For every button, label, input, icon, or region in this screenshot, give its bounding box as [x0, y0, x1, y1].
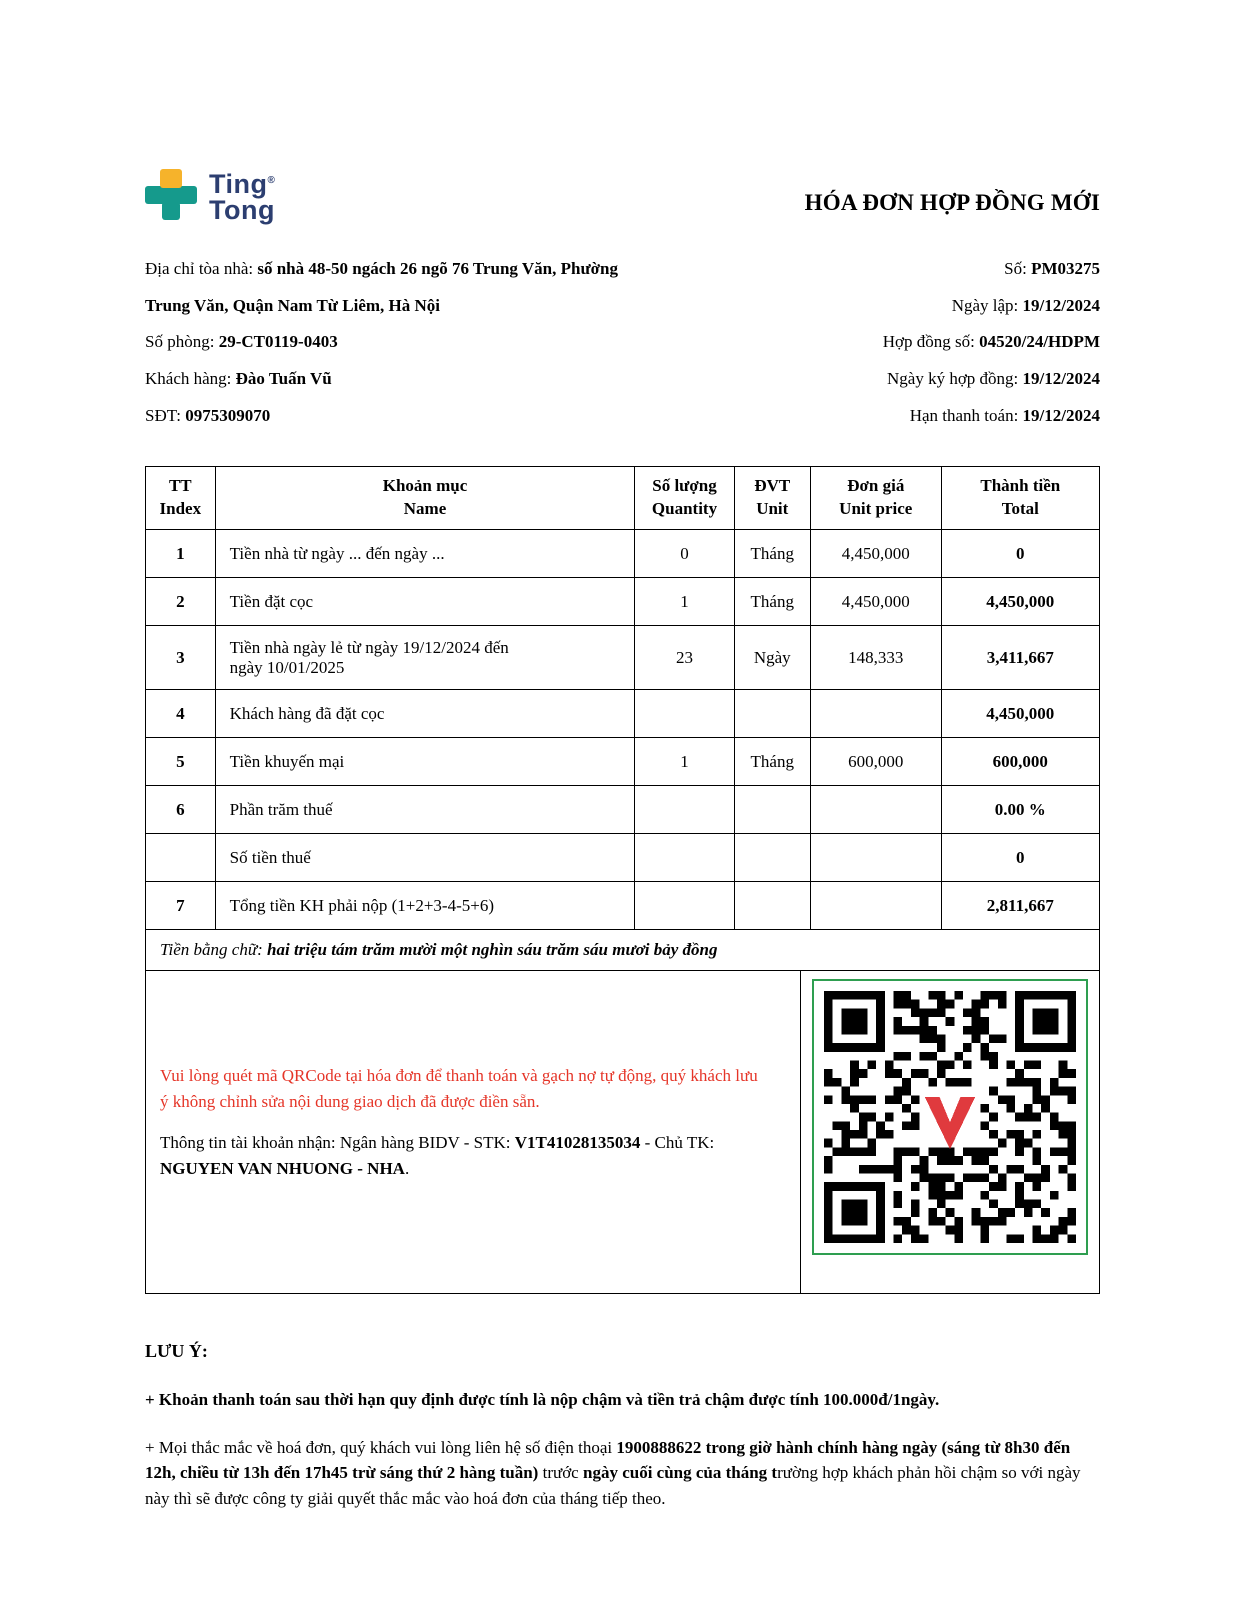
cell-name: Khách hàng đã đặt cọc: [215, 690, 635, 738]
line-items-table: [145, 466, 1100, 971]
page-title: HÓA ĐƠN HỢP ĐỒNG MỚI: [804, 190, 1100, 215]
cell-unit-price: 600,000: [810, 738, 941, 786]
cell-name: Tiền đặt cọc: [215, 578, 635, 626]
table-row: [146, 738, 1100, 786]
cell-total: 3,411,667: [941, 626, 1099, 690]
cell-name: Tiền khuyến mại: [215, 738, 635, 786]
cell-total: 4,450,000: [941, 690, 1099, 738]
issue-date: Ngày lập: 19/12/2024: [951, 295, 1100, 315]
amount-in-words-row: [146, 930, 1100, 971]
cell-index: [146, 834, 216, 882]
cell-quantity: [635, 690, 734, 738]
cell-unit: Tháng: [734, 530, 810, 578]
cell-index: 4: [146, 690, 216, 738]
col-header-name: Khoản mục Name: [215, 467, 635, 530]
invoice-info: [145, 257, 1100, 440]
cell-unit: [734, 786, 810, 834]
customer-name: Khách hàng: Đào Tuấn Vũ: [145, 368, 332, 388]
cell-total: 0: [941, 530, 1099, 578]
logo-line1: Ting: [209, 168, 268, 199]
qr-code: [824, 991, 1076, 1243]
cell-quantity: 0: [635, 530, 734, 578]
cell-index: 6: [146, 786, 216, 834]
notes-title: LƯU Ý:: [145, 1341, 208, 1362]
amount-in-words: Tiền bằng chữ: hai triệu tám trăm mười một nghìn sáu trăm sáu mươi bảy đồng: [146, 930, 1100, 971]
invoice-number: Số: PM03275: [1004, 259, 1100, 278]
payment-instructions: [146, 971, 800, 1293]
col-header-unit-price: Đơn giá Unit price: [810, 467, 941, 530]
cell-name: Tiền nhà từ ngày ... đến ngày ...: [215, 530, 635, 578]
building-address-line1: Địa chỉ tòa nhà: số nhà 48-50 ngách 26 ngõ 76 Trung Văn, Phường: [145, 259, 619, 278]
cell-total: 4,450,000: [941, 578, 1099, 626]
cell-unit: Tháng: [734, 578, 810, 626]
col-header-total: Thành tiền Total: [941, 467, 1099, 530]
table-row: [146, 578, 1100, 626]
contract-sign-date: Ngày ký hợp đồng: 19/12/2024: [887, 368, 1100, 388]
col-header-quantity: Số lượng Quantity: [635, 467, 734, 530]
header: [145, 168, 1100, 227]
cell-unit: [734, 882, 810, 930]
cell-name: Phần trăm thuế: [215, 786, 635, 834]
table-row: [146, 626, 1100, 690]
cell-quantity: [635, 834, 734, 882]
col-header-unit: ĐVT Unit: [734, 467, 810, 530]
contract-number: Hợp đồng số: 04520/24/HDPM: [882, 332, 1100, 352]
cell-unit: Tháng: [734, 738, 810, 786]
cell-quantity: 1: [635, 738, 734, 786]
table-row: [146, 690, 1100, 738]
cell-quantity: 23: [635, 626, 734, 690]
building-address-line2: Trung Văn, Quận Nam Từ Liêm, Hà Nội: [145, 295, 441, 315]
logo-registered-mark: ®: [267, 174, 276, 186]
cell-quantity: 1: [635, 578, 734, 626]
room-number: Số phòng: 29-CT0119-0403: [145, 332, 338, 352]
customer-info: [145, 257, 618, 440]
cell-name: Tổng tiền KH phải nộp (1+2+3-4-5+6): [215, 882, 635, 930]
table-row: [146, 834, 1100, 882]
cell-unit: [734, 834, 810, 882]
cell-unit-price: [810, 786, 941, 834]
cell-name: Số tiền thuế: [215, 834, 635, 882]
tingtong-plus-icon: [145, 168, 199, 227]
cell-index: 7: [146, 882, 216, 930]
qr-warning-text: Vui lòng quét mã QRCode tại hóa đơn để thanh toán và gạch nợ tự động, quý khách lưu ý không chỉnh sửa nội dung giao dịch đã được điền sẵn.: [160, 1066, 758, 1111]
cell-index: 2: [146, 578, 216, 626]
col-header-index: TT Index: [146, 467, 216, 530]
table-row: [146, 786, 1100, 834]
payment-section: [145, 971, 1100, 1294]
cell-unit: Ngày: [734, 626, 810, 690]
cell-unit-price: [810, 882, 941, 930]
cell-quantity: [635, 786, 734, 834]
cell-name: Tiền nhà ngày lẻ từ ngày 19/12/2024 đến ngày 10/01/2025: [215, 626, 635, 690]
cell-quantity: [635, 882, 734, 930]
cell-index: 3: [146, 626, 216, 690]
cell-unit-price: 4,450,000: [810, 578, 941, 626]
cell-unit: [734, 690, 810, 738]
qr-area: [800, 971, 1099, 1293]
cell-total: 2,811,667: [941, 882, 1099, 930]
logo-wordmark: [209, 168, 276, 225]
table-header-row: [146, 467, 1100, 530]
payment-due-date: Hạn thanh toán: 19/12/2024: [909, 405, 1100, 425]
late-payment-note: + Khoản thanh toán sau thời hạn quy định được tính là nộp chậm và tiền trả chậm được tính 100.000đ/1ngày.: [145, 1390, 940, 1410]
cell-index: 1: [146, 530, 216, 578]
notes-section: [145, 1338, 1100, 1511]
tingtong-logo: [145, 168, 275, 227]
logo-line2: Tong: [209, 194, 275, 225]
cell-total: 600,000: [941, 738, 1099, 786]
cell-total: 0.00 %: [941, 786, 1099, 834]
cell-total: 0: [941, 834, 1099, 882]
cell-index: 5: [146, 738, 216, 786]
qr-frame: [812, 979, 1088, 1255]
cell-unit-price: [810, 834, 941, 882]
hotline-note: + Mọi thắc mắc về hoá đơn, quý khách vui lòng liên hệ số điện thoại 1900888622 trong giờ hành chính hàng ngày (sáng từ 8h30 đến 12h, chiều từ 13h đến 17h45 trừ sáng thứ 2 hàng tuần) trước ngày cuối cùng của tháng trường hợp khách phản hồi chậm so với ngày này thì sẽ được công ty giải quyết thắc mắc vào hoá đơn của tháng tiếp theo.: [145, 1437, 1081, 1508]
table-row: [146, 882, 1100, 930]
cell-unit-price: 4,450,000: [810, 530, 941, 578]
customer-phone: SĐT: 0975309070: [145, 405, 271, 425]
table-row: [146, 530, 1100, 578]
cell-unit-price: [810, 690, 941, 738]
invoice-meta: [883, 257, 1100, 440]
cell-unit-price: 148,333: [810, 626, 941, 690]
bank-account-info: Thông tin tài khoản nhận: Ngân hàng BIDV - STK: V1T41028135034 - Chủ TK: NGUYEN VAN NHUONG - NHA.: [160, 1133, 715, 1178]
